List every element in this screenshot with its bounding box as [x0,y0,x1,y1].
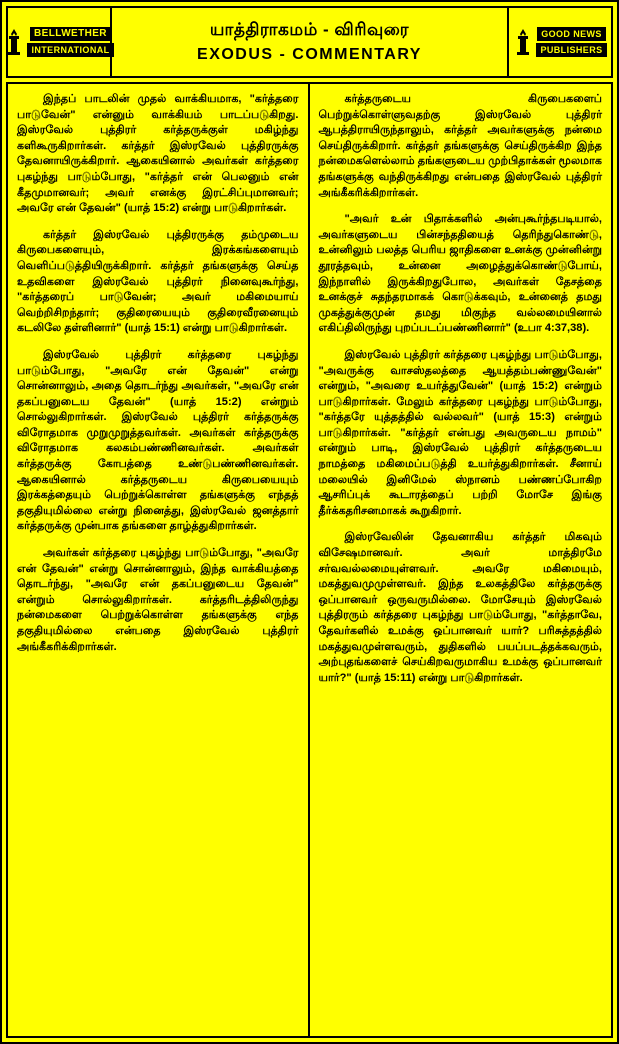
good-news-publishers-logo [507,8,611,76]
paragraph: அவர்கள் கர்த்தரை புகழ்ந்து பாடும்போது, "அவரே என் தேவன்" என்று சொன்னாலும், இந்த வாக்கியத்தை தொடர்ந்து, "அவரே என் தகப்பனுடைய தேவன்" என்றும் சொல்லுகிறார்கள். கர்த்தரிடத்திலிருந்து நன்மைகளை பெற்றுக்கொள்ள தங்களுக்கு எந்த தகுதியுமில்லை என்பதை இஸ்ரவேல் புத்திரர் அங்கீகரிக்கிறார்கள். [17,547,299,653]
torch-icon [4,29,24,55]
left-column [8,84,310,1036]
bellwether-logo-row [8,27,110,57]
paragraph: இஸ்ரவேலின் தேவனாகிய கர்த்தர் மிகவும் விசேஷமானவர். அவர் மாத்திரமே சர்வவல்லமையுள்ளவர். அவரே மகிமையும், மகத்துவமுமுள்ளவர். இந்த உலகத்திலே கர்த்தருக்கு ஒப்பானவர் ஒருவருமில்லை. மோசேயும் இஸ்ரவேல் புத்திரரும் கர்த்தரை புகழ்ந்து பாடும்போது, "கர்த்தாவே, தேவர்களில் உமக்கு ஒப்பானவர் யார்? பரிசுத்தத்தில் மகத்துவமுள்ளவரும், துதிகளில் பயப்படத்தக்கவரும், அற்புதங்களைச் செய்கிறவருமாகிய உமக்கு ஒப்பானவர் யார்?" (யாத் 15:11) என்று பாடுகிறார்கள். [318,531,602,684]
scripture-quote: "அவர் உன் பிதாக்களில் அன்புகூர்ந்தபடியால், அவர்களுடைய பின்சந்ததியைத் தெரிந்துகொண்டு, உன்னிலும் பலத்த பெரிய ஜாதிகளை உனக்கு முன்னின்று தூரத்தவும், உன்னை அழைத்துக்கொண்டுபோய், இந்நாளில் இருக்கிறதுபோல, அவர்கள் தேசத்தை உனக்குச் சுதந்தரமாகக் கொடுக்கவும், உன்னைத் தமது முகத்துக்குமுன் தமது மிகுந்த வல்லமையினால் எகிப்திலிருந்து புறப்படப்பண்ணினார்" (உபா 4:37,38). [318,213,602,335]
paragraph: இந்தப் பாடலின் முதல் வாக்கியமாக, "கர்த்தரை பாடுவேன்" என்னும் வாக்கியம் பாடப்படுகிறது. இஸ்ரவேல் புத்திரர் கர்த்தருக்குள் மகிழ்ந்து களிகூருகிறார்கள். கர்த்தர் இஸ்ரவேல் புத்திரருக்கு தேவனாயிருக்கிறார். ஆகையினால் அவர்கள் கர்த்தரை புகழ்ந்து பாடும்போது, "கர்த்தர் என் பெலனும் என் கீதமுமானவர்; அவர் எனக்கு இரட்சிப்புமானவர்; அவரே என் தேவன்" (யாத் 15:2) என்று பாடுகிறார்கள். [17,93,299,215]
good-news-logo-text [536,27,606,57]
good-news-logo-row [509,27,611,57]
paragraph: இஸ்ரவேல் புத்திரர் கர்த்தரை புகழ்ந்து பாடும்போது, "அவரே என் தேவன்" என்று சொன்னாலும், அதை தொடர்ந்து அவர்கள், "அவரே என் தகப்பனுடைய தேவன்" (யாத் 15:2) என்றும் சொல்லுகிறார்கள். இஸ்ரவேல் புத்திரர் கர்த்தருக்கு விரோதமாக முறுமுறுத்தவர்கள். அவர்கள் கர்த்தருக்கு விரோதமாக கலகம்பண்ணினவர்கள். அவர்கள் கர்த்தருக்கு கோபத்தை உண்டுபண்ணினவர்கள். ஆகையினால் கர்த்தருடைய கிருபையையும் இரக்கத்தையும் பெற்றுக்கொள்ள தங்களுக்கு எந்தத் தகுதியுமில்லை என்று நினைத்து, இஸ்ரவேல் ஜனத்தார் கர்த்தருக்கு முன்பாக தங்களை தாழ்த்துகிறார்கள். [17,348,299,533]
paragraph: கர்த்தர் இஸ்ரவேல் புத்திரருக்கு தம்முடைய கிருபைகளையும், இரக்கங்களையும் வெளிப்படுத்தியிருக்கிறார். கர்த்தர் தங்களுக்கு செய்த உதவிகளை இஸ்ரவேல் புத்திரர் நினைவுகூர்ந்து, "கர்த்தரைப் பாடுவேன்; அவர் மகிமையாய் வெற்றிசிறந்தார்; குதிரையையும் குதிரைவீரனையும் கடலிலே தள்ளினார்" (யாத் 15:1) என்று பாடுகிறார்கள். [17,228,299,335]
paragraph: கர்த்தருடைய கிருபைகளைப் பெற்றுக்கொள்ளுவதற்கு இஸ்ரவேல் புத்திரர் ஆபத்திராயிருந்தாலும், கர்த்தர் அவர்களுக்கு நன்மை செய்திருக்கிறார். கர்த்தர் தங்களுக்கு செய்திருக்கிற இந்த நன்மைகளெல்லாம் தங்களுடைய முற்பிதாக்கள் மூலமாக தங்களுக்கு வந்திருக்கிறது என்பதை இஸ்ரவேல் புத்திரர் அங்கீகரிக்கிறார்கள். [318,93,602,199]
paragraph: இஸ்ரவேல் புத்திரர் கர்த்தரை புகழ்ந்து பாடும்போது, "அவருக்கு வாசஸ்தலத்தை ஆயத்தம்பண்ணுவேன்" என்றும், "அவரை உயர்த்துவேன்" (யாத் 15:2) என்றும் பாடுகிறார்கள். மேலும் கர்த்தரை புகழ்ந்து பாடும்போது, "கர்த்தரே யுத்தத்தில் வல்லவர்" (யாத் 15:3) என்றும் பாடுகிறார்கள். "கர்த்தர் என்பது அவருடைய நாமம்" என்றும் பாடி, இஸ்ரவேல் புத்திரர் கர்த்தருடைய நாமத்தை மகிமைப்படுத்தி உயர்த்துகிறார்கள். சீனாய் மலையில் இனிமேல் ஸ்நானம் பண்ணப்போகிற ஆசரிப்புக் கூடாரத்தைப் பற்றி மோசே இங்கு தீர்க்கதரிசனமாகக் கூறுகிறார். [318,348,602,517]
page-header [6,6,613,78]
bellwether-international-logo [8,8,112,76]
page-body [6,82,613,1038]
page-title [112,8,507,76]
bellwether-line2: INTERNATIONAL [27,43,113,57]
page-title-tamil: யாத்திராகமம் - விரிவுரை [209,20,410,39]
page-title-english: EXODUS - COMMENTARY [197,46,422,63]
torch-icon [513,29,533,55]
bellwether-logo-text [27,27,113,57]
good-news-line1: GOOD NEWS [537,27,606,41]
bellwether-line1: BELLWETHER [30,27,111,41]
right-column [310,84,612,1036]
good-news-line2: PUBLISHERS [536,43,606,57]
